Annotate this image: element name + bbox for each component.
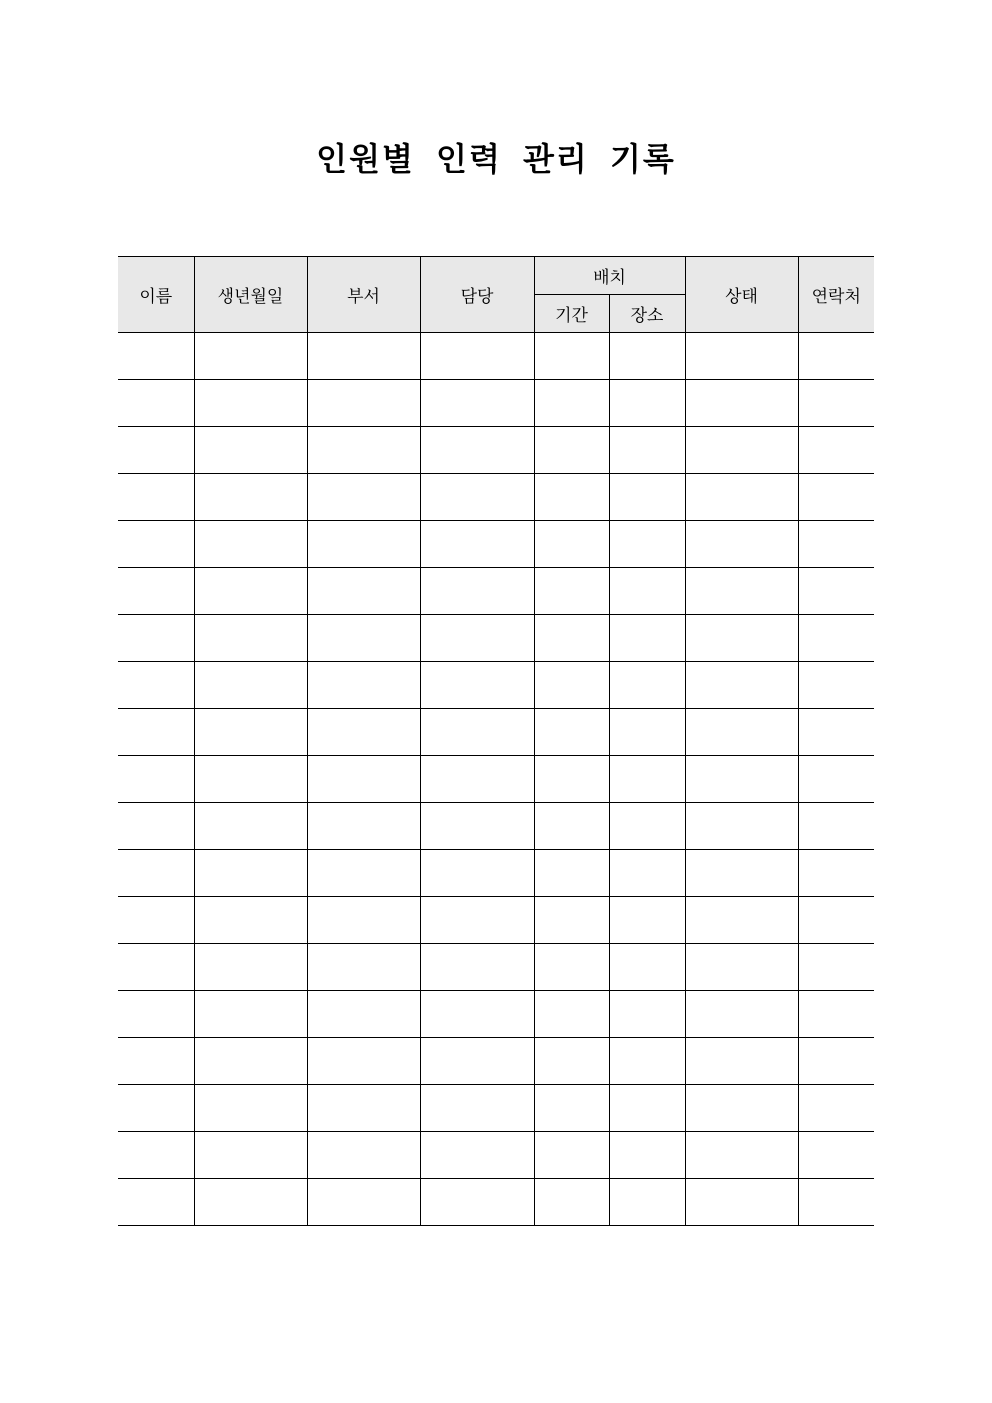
table-row: [118, 756, 874, 803]
table-row: [118, 427, 874, 474]
cell-location[interactable]: [609, 521, 685, 568]
cell-period[interactable]: [534, 615, 609, 662]
cell-period[interactable]: [534, 662, 609, 709]
cell-birthdate[interactable]: [194, 474, 307, 521]
cell-birthdate[interactable]: [194, 803, 307, 850]
cell-role[interactable]: [420, 897, 534, 944]
cell-status[interactable]: [685, 380, 798, 427]
cell-status[interactable]: [685, 333, 798, 380]
cell-status[interactable]: [685, 850, 798, 897]
cell-location[interactable]: [609, 568, 685, 615]
cell-status[interactable]: [685, 756, 798, 803]
cell-contact[interactable]: [798, 333, 874, 380]
cell-role[interactable]: [420, 709, 534, 756]
cell-period[interactable]: [534, 333, 609, 380]
cell-period[interactable]: [534, 1038, 609, 1085]
cell-birthdate[interactable]: [194, 1132, 307, 1179]
table-row: [118, 615, 874, 662]
cell-location[interactable]: [609, 427, 685, 474]
cell-status[interactable]: [685, 1085, 798, 1132]
cell-location[interactable]: [609, 897, 685, 944]
cell-birthdate[interactable]: [194, 709, 307, 756]
page-title: 인원별 인력 관리 기록: [316, 140, 676, 178]
cell-contact[interactable]: [798, 1085, 874, 1132]
table-row: [118, 1179, 874, 1226]
table-row: [118, 1085, 874, 1132]
table-row: [118, 944, 874, 991]
table-header: [118, 257, 874, 333]
header-row-1: [118, 257, 874, 295]
cell-department[interactable]: [307, 1038, 420, 1085]
table-row: [118, 380, 874, 427]
cell-role[interactable]: [420, 474, 534, 521]
cell-status[interactable]: [685, 803, 798, 850]
cell-role[interactable]: [420, 615, 534, 662]
cell-role[interactable]: [420, 1085, 534, 1132]
cell-status[interactable]: [685, 709, 798, 756]
cell-period[interactable]: [534, 1085, 609, 1132]
cell-contact[interactable]: [798, 615, 874, 662]
cell-period[interactable]: [534, 850, 609, 897]
header-status: 상태: [685, 257, 798, 333]
cell-status[interactable]: [685, 521, 798, 568]
header-name: 이름: [118, 257, 194, 333]
header-period: 기간: [534, 295, 609, 333]
cell-department[interactable]: [307, 474, 420, 521]
cell-location[interactable]: [609, 1132, 685, 1179]
cell-department[interactable]: [307, 333, 420, 380]
cell-birthdate[interactable]: [194, 1179, 307, 1226]
cell-location[interactable]: [609, 474, 685, 521]
cell-birthdate[interactable]: [194, 1038, 307, 1085]
cell-contact[interactable]: [798, 850, 874, 897]
personnel-record-table: [118, 256, 874, 1226]
cell-role[interactable]: [420, 662, 534, 709]
cell-period[interactable]: [534, 427, 609, 474]
cell-period[interactable]: [534, 1132, 609, 1179]
cell-period[interactable]: [534, 756, 609, 803]
cell-department[interactable]: [307, 521, 420, 568]
cell-status[interactable]: [685, 1132, 798, 1179]
cell-role[interactable]: [420, 944, 534, 991]
header-birthdate: 생년월일: [194, 257, 307, 333]
cell-name[interactable]: [118, 333, 194, 380]
cell-birthdate[interactable]: [194, 615, 307, 662]
cell-period[interactable]: [534, 1179, 609, 1226]
cell-location[interactable]: [609, 991, 685, 1038]
cell-name[interactable]: [118, 850, 194, 897]
cell-name[interactable]: [118, 1038, 194, 1085]
cell-location[interactable]: [609, 380, 685, 427]
cell-name[interactable]: [118, 380, 194, 427]
header-contact: 연락처: [798, 257, 874, 333]
cell-location[interactable]: [609, 333, 685, 380]
cell-name[interactable]: [118, 474, 194, 521]
header-location: 장소: [609, 295, 685, 333]
cell-name[interactable]: [118, 803, 194, 850]
cell-role[interactable]: [420, 380, 534, 427]
cell-name[interactable]: [118, 1132, 194, 1179]
cell-contact[interactable]: [798, 474, 874, 521]
cell-role[interactable]: [420, 1179, 534, 1226]
cell-contact[interactable]: [798, 427, 874, 474]
cell-contact[interactable]: [798, 944, 874, 991]
cell-status[interactable]: [685, 427, 798, 474]
cell-location[interactable]: [609, 615, 685, 662]
cell-contact[interactable]: [798, 1038, 874, 1085]
cell-period[interactable]: [534, 380, 609, 427]
cell-location[interactable]: [609, 850, 685, 897]
cell-birthdate[interactable]: [194, 568, 307, 615]
cell-role[interactable]: [420, 850, 534, 897]
cell-birthdate[interactable]: [194, 333, 307, 380]
cell-department[interactable]: [307, 615, 420, 662]
cell-birthdate[interactable]: [194, 1085, 307, 1132]
cell-role[interactable]: [420, 568, 534, 615]
cell-department[interactable]: [307, 568, 420, 615]
cell-name[interactable]: [118, 615, 194, 662]
cell-role[interactable]: [420, 991, 534, 1038]
cell-status[interactable]: [685, 568, 798, 615]
cell-role[interactable]: [420, 1132, 534, 1179]
cell-location[interactable]: [609, 944, 685, 991]
cell-name[interactable]: [118, 427, 194, 474]
cell-role[interactable]: [420, 333, 534, 380]
cell-location[interactable]: [609, 756, 685, 803]
cell-status[interactable]: [685, 991, 798, 1038]
cell-contact[interactable]: [798, 568, 874, 615]
cell-contact[interactable]: [798, 897, 874, 944]
cell-birthdate[interactable]: [194, 756, 307, 803]
cell-name[interactable]: [118, 991, 194, 1038]
table-row: [118, 709, 874, 756]
cell-location[interactable]: [609, 1179, 685, 1226]
cell-birthdate[interactable]: [194, 521, 307, 568]
cell-period[interactable]: [534, 944, 609, 991]
table-row: [118, 803, 874, 850]
cell-department[interactable]: [307, 662, 420, 709]
cell-name[interactable]: [118, 944, 194, 991]
cell-department[interactable]: [307, 991, 420, 1038]
cell-status[interactable]: [685, 944, 798, 991]
cell-location[interactable]: [609, 1038, 685, 1085]
cell-birthdate[interactable]: [194, 991, 307, 1038]
cell-contact[interactable]: [798, 803, 874, 850]
cell-department[interactable]: [307, 427, 420, 474]
cell-role[interactable]: [420, 521, 534, 568]
cell-name[interactable]: [118, 568, 194, 615]
cell-department[interactable]: [307, 803, 420, 850]
cell-name[interactable]: [118, 662, 194, 709]
cell-name[interactable]: [118, 1179, 194, 1226]
table-row: [118, 568, 874, 615]
cell-role[interactable]: [420, 427, 534, 474]
cell-contact[interactable]: [798, 662, 874, 709]
cell-department[interactable]: [307, 756, 420, 803]
cell-department[interactable]: [307, 1085, 420, 1132]
cell-status[interactable]: [685, 1038, 798, 1085]
cell-status[interactable]: [685, 474, 798, 521]
cell-period[interactable]: [534, 803, 609, 850]
cell-name[interactable]: [118, 709, 194, 756]
cell-period[interactable]: [534, 897, 609, 944]
cell-birthdate[interactable]: [194, 662, 307, 709]
cell-role[interactable]: [420, 803, 534, 850]
cell-period[interactable]: [534, 568, 609, 615]
cell-contact[interactable]: [798, 756, 874, 803]
cell-status[interactable]: [685, 615, 798, 662]
table-row: [118, 991, 874, 1038]
cell-birthdate[interactable]: [194, 380, 307, 427]
cell-status[interactable]: [685, 897, 798, 944]
cell-contact[interactable]: [798, 709, 874, 756]
cell-department[interactable]: [307, 850, 420, 897]
cell-status[interactable]: [685, 662, 798, 709]
cell-name[interactable]: [118, 521, 194, 568]
table-row: [118, 474, 874, 521]
cell-location[interactable]: [609, 1085, 685, 1132]
table-row: [118, 897, 874, 944]
cell-department[interactable]: [307, 1132, 420, 1179]
cell-name[interactable]: [118, 756, 194, 803]
table-row: [118, 662, 874, 709]
cell-period[interactable]: [534, 474, 609, 521]
cell-contact[interactable]: [798, 1179, 874, 1226]
cell-role[interactable]: [420, 1038, 534, 1085]
cell-contact[interactable]: [798, 521, 874, 568]
cell-department[interactable]: [307, 709, 420, 756]
cell-period[interactable]: [534, 709, 609, 756]
cell-birthdate[interactable]: [194, 944, 307, 991]
cell-name[interactable]: [118, 897, 194, 944]
cell-role[interactable]: [420, 756, 534, 803]
table-body: [118, 333, 874, 1226]
cell-period[interactable]: [534, 991, 609, 1038]
cell-birthdate[interactable]: [194, 850, 307, 897]
cell-department[interactable]: [307, 380, 420, 427]
table-row: [118, 1038, 874, 1085]
cell-birthdate[interactable]: [194, 897, 307, 944]
table-row: [118, 521, 874, 568]
cell-contact[interactable]: [798, 380, 874, 427]
table-row: [118, 850, 874, 897]
cell-department[interactable]: [307, 897, 420, 944]
table-row: [118, 1132, 874, 1179]
cell-location[interactable]: [609, 709, 685, 756]
cell-name[interactable]: [118, 1085, 194, 1132]
cell-location[interactable]: [609, 662, 685, 709]
header-placement: 배치: [534, 257, 685, 295]
cell-contact[interactable]: [798, 991, 874, 1038]
cell-department[interactable]: [307, 1179, 420, 1226]
cell-location[interactable]: [609, 803, 685, 850]
header-role: 담당: [420, 257, 534, 333]
cell-birthdate[interactable]: [194, 427, 307, 474]
cell-department[interactable]: [307, 944, 420, 991]
table-row: [118, 333, 874, 380]
cell-status[interactable]: [685, 1179, 798, 1226]
cell-period[interactable]: [534, 521, 609, 568]
header-department: 부서: [307, 257, 420, 333]
cell-contact[interactable]: [798, 1132, 874, 1179]
